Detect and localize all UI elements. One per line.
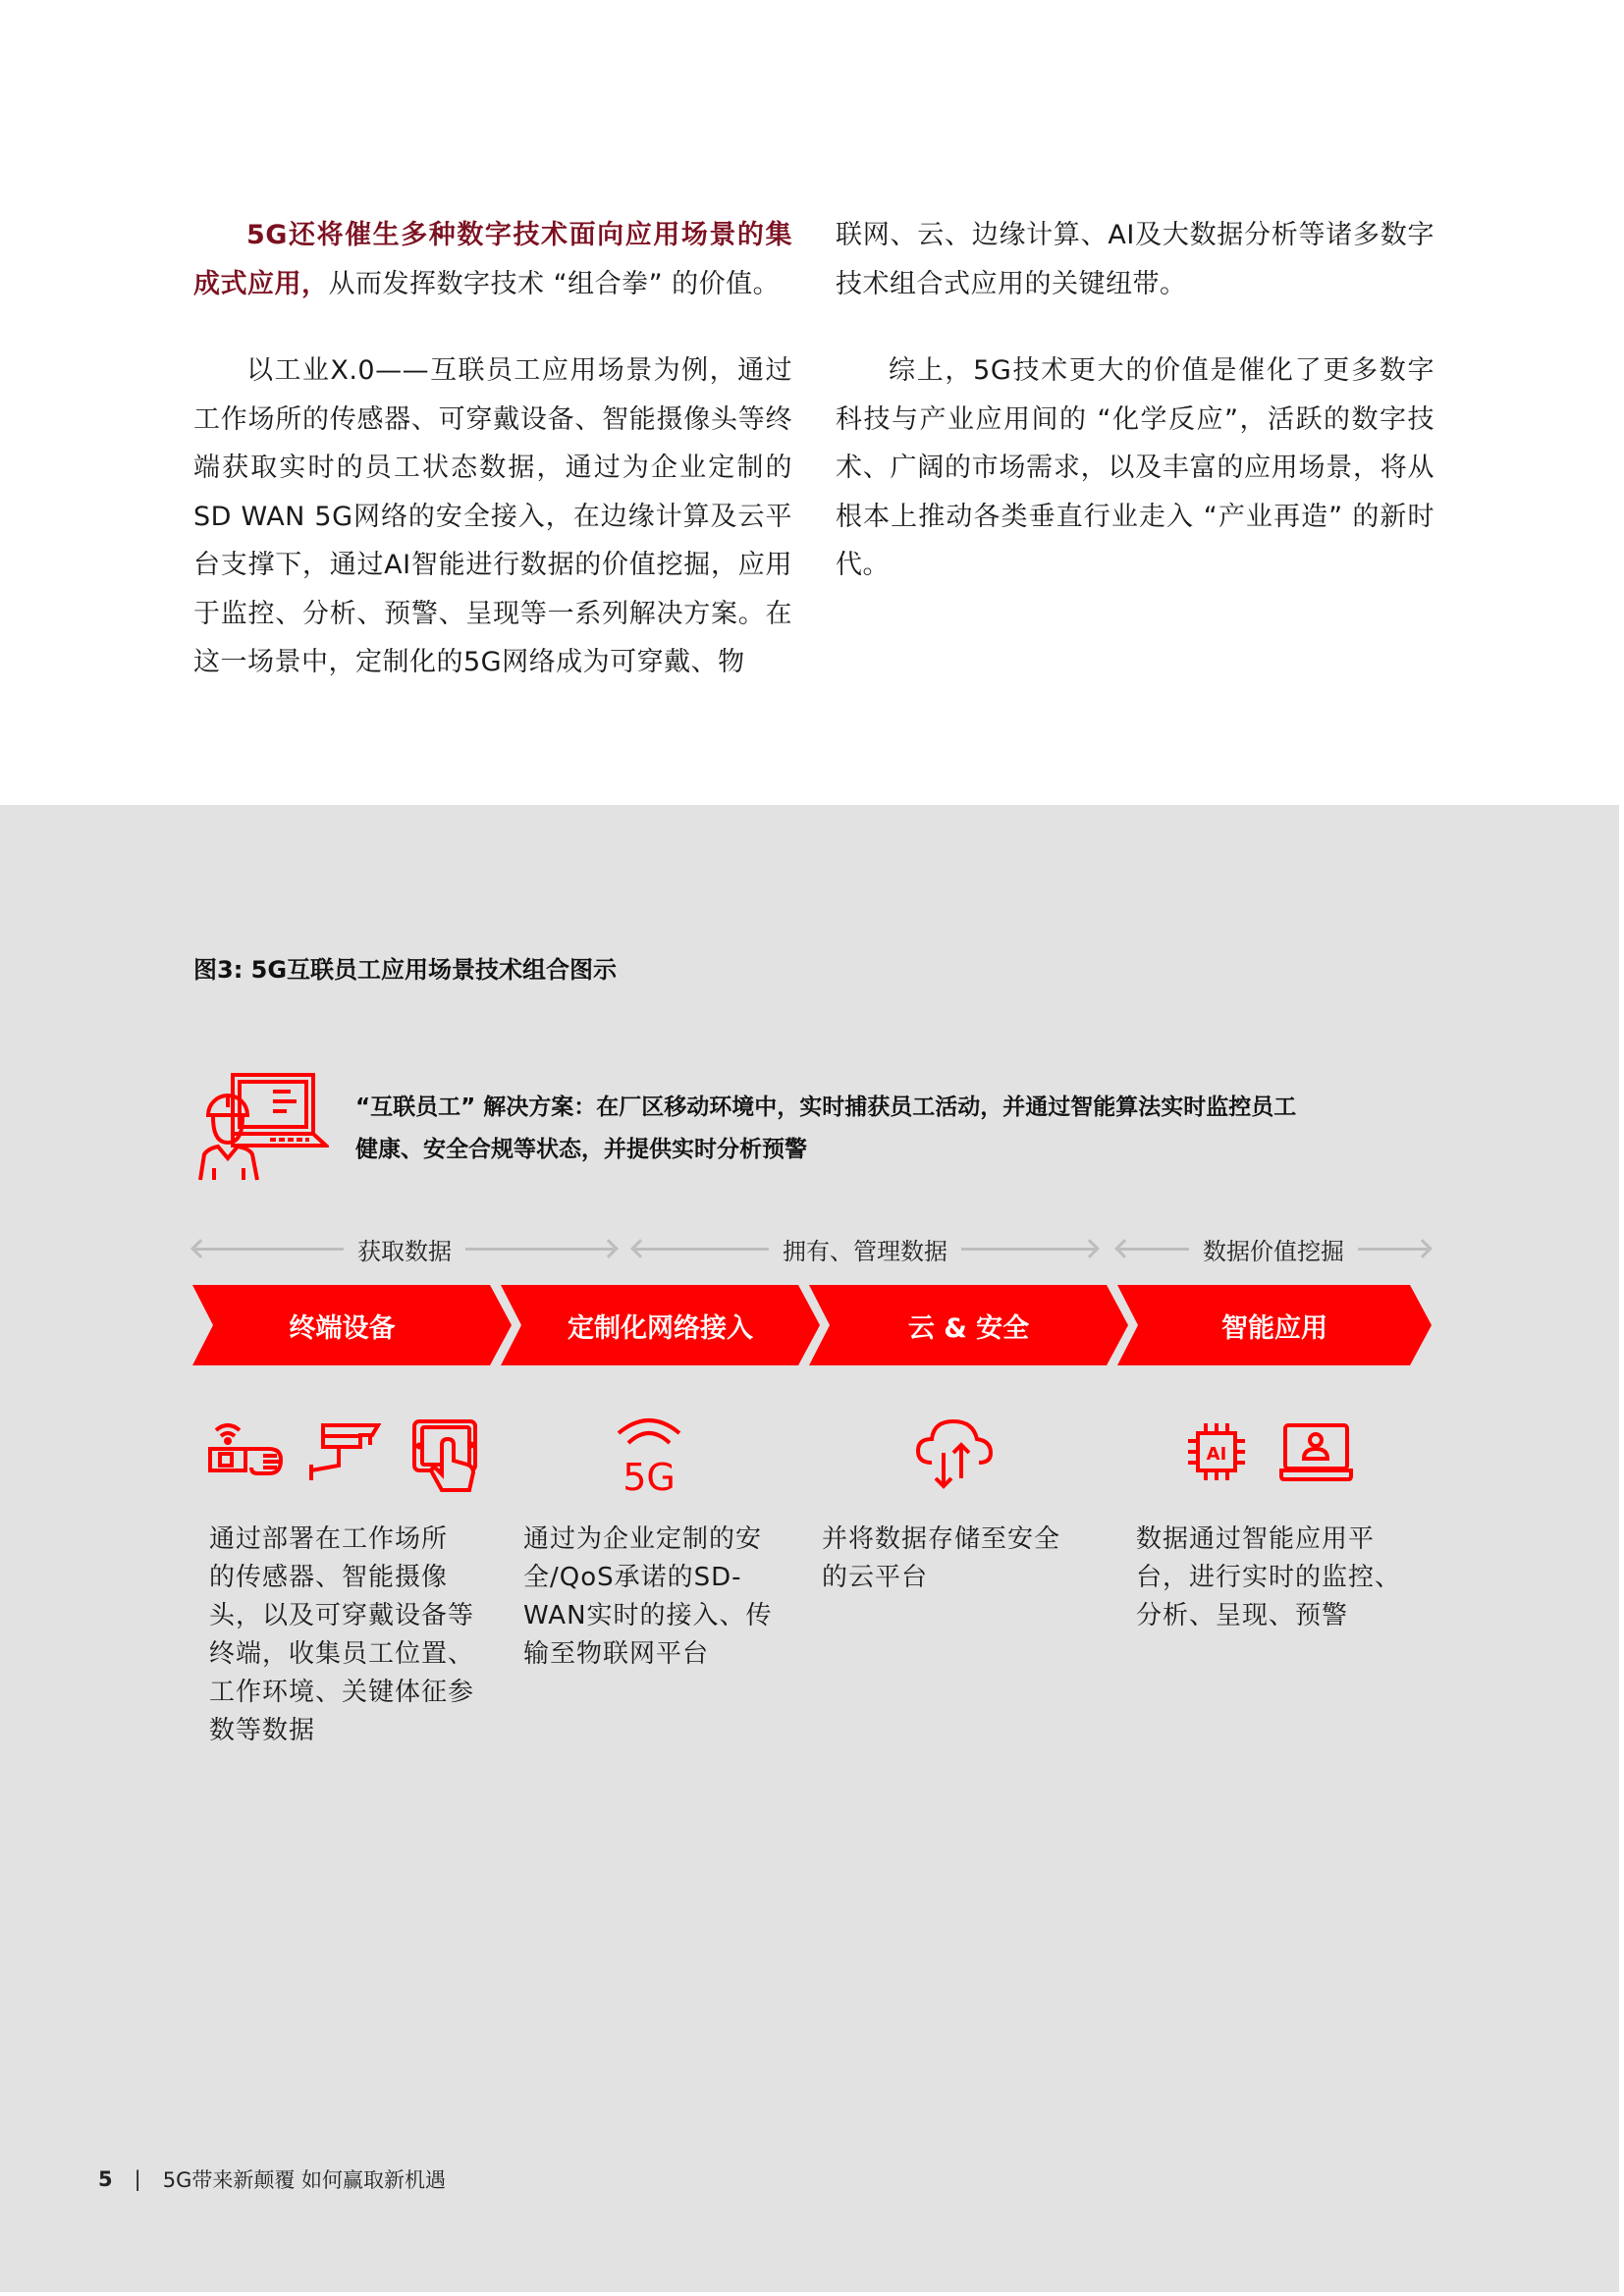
- paragraph-intro: 5G还将催生多种数字技术面向应用场景的集成式应用，从而发挥数字技术 “组合拳” 的价值。: [193, 220, 792, 299]
- stage-description-cloud: 并将数据存储至安全 的云平台: [822, 1524, 1061, 1592]
- 5g-signal-icon: [615, 1414, 683, 1494]
- page-footer: [98, 2164, 446, 2194]
- laptop-user-icon: [1279, 1423, 1353, 1482]
- stage-custom-network: 定制化网络接入: [501, 1285, 820, 1365]
- paragraph-continued: 联网、云、边缘计算、AI及大数据分析等诸多数字技术组合式应用的关键纽带。: [836, 220, 1435, 299]
- cloud-sync-icon: [916, 1414, 995, 1492]
- stage-chevrons: [0, 1285, 1624, 1365]
- page-number: 5: [98, 2167, 113, 2191]
- arrow-right-icon: [599, 1239, 619, 1258]
- paragraph-example: 以工业X.0——互联员工应用场景为例，通过工作场所的传感器、可穿戴设备、智能摄像头等终端获取实时的员工状态数据，通过为企业定制的SD WAN 5G网络的安全接入，在边缘计算及云平台支撑下，通过AI智能进行数据的价值挖掘，应用于监控、分析、预警、呈现等一系列解决方案。在这一场景中，定制化的5G网络成为可穿戴、物: [193, 355, 792, 677]
- figure-title: 图3: 5G互联员工应用场景技术组合图示: [193, 956, 618, 984]
- paragraph-conclusion: 综上，5G技术更大的价值是催化了更多数字科技与产业应用间的 “化学反应”，活跃的数字技术、广阔的市场需求，以及丰富的应用场景，将从根本上推动各类垂直行业走入 “产业再造” 的新时代。: [836, 355, 1435, 580]
- footer-separator: |: [134, 2167, 141, 2191]
- arrow-right-icon: [1080, 1239, 1100, 1258]
- stage-smart-apps: 智能应用: [1117, 1285, 1432, 1365]
- article-right-column: [836, 211, 1435, 628]
- svg-text:5G: 5G: [623, 1456, 676, 1494]
- ai-chip-icon: [1186, 1421, 1247, 1482]
- stage-description-terminal: 通过部署在工作场所 的传感器、智能摄像 头，以及可穿戴设备等 终端，收集员工位置、 工作环境、关键体征参 数等数据: [209, 1524, 475, 1745]
- stage-description-network: 通过为企业定制的安 全/QoS承诺的SD- WAN实时的接入、传 输至物联网平台: [523, 1524, 773, 1669]
- arrow-right-icon: [1413, 1239, 1433, 1258]
- phase-row: [0, 1229, 1624, 1268]
- security-camera-icon: [307, 1421, 381, 1485]
- article-left-column: [193, 211, 792, 725]
- solution-description: “互联员工” 解决方案：在厂区移动环境中，实时捕获员工活动，并通过智能算法实时监控员工 健康、安全合规等状态，并提供实时分析预警: [355, 1095, 1297, 1162]
- stage-description-smart: 数据通过智能应用平 台，进行实时的监控、 分析、呈现、预警: [1136, 1524, 1402, 1630]
- phase-manage-data: 拥有、管理数据: [633, 1229, 1097, 1268]
- document-title: 5G带来新颠覆 如何赢取新机遇: [162, 2168, 447, 2192]
- worker-computer-icon: [196, 1072, 329, 1182]
- stage-cloud-security: 云 & 安全: [809, 1285, 1128, 1365]
- phase-acquire-data: 获取数据: [193, 1229, 616, 1268]
- svg-text:AI: AI: [1206, 1444, 1227, 1465]
- phase-data-value: 数据价值挖掘: [1117, 1229, 1430, 1268]
- wearable-wristband-icon: [208, 1418, 287, 1482]
- lead-highlight: 5G还将催生多种数字技术面向应用场景的集成式应用，: [193, 220, 792, 299]
- stage-terminal-devices: 终端设备: [192, 1285, 512, 1365]
- tablet-touch-icon: [412, 1419, 481, 1493]
